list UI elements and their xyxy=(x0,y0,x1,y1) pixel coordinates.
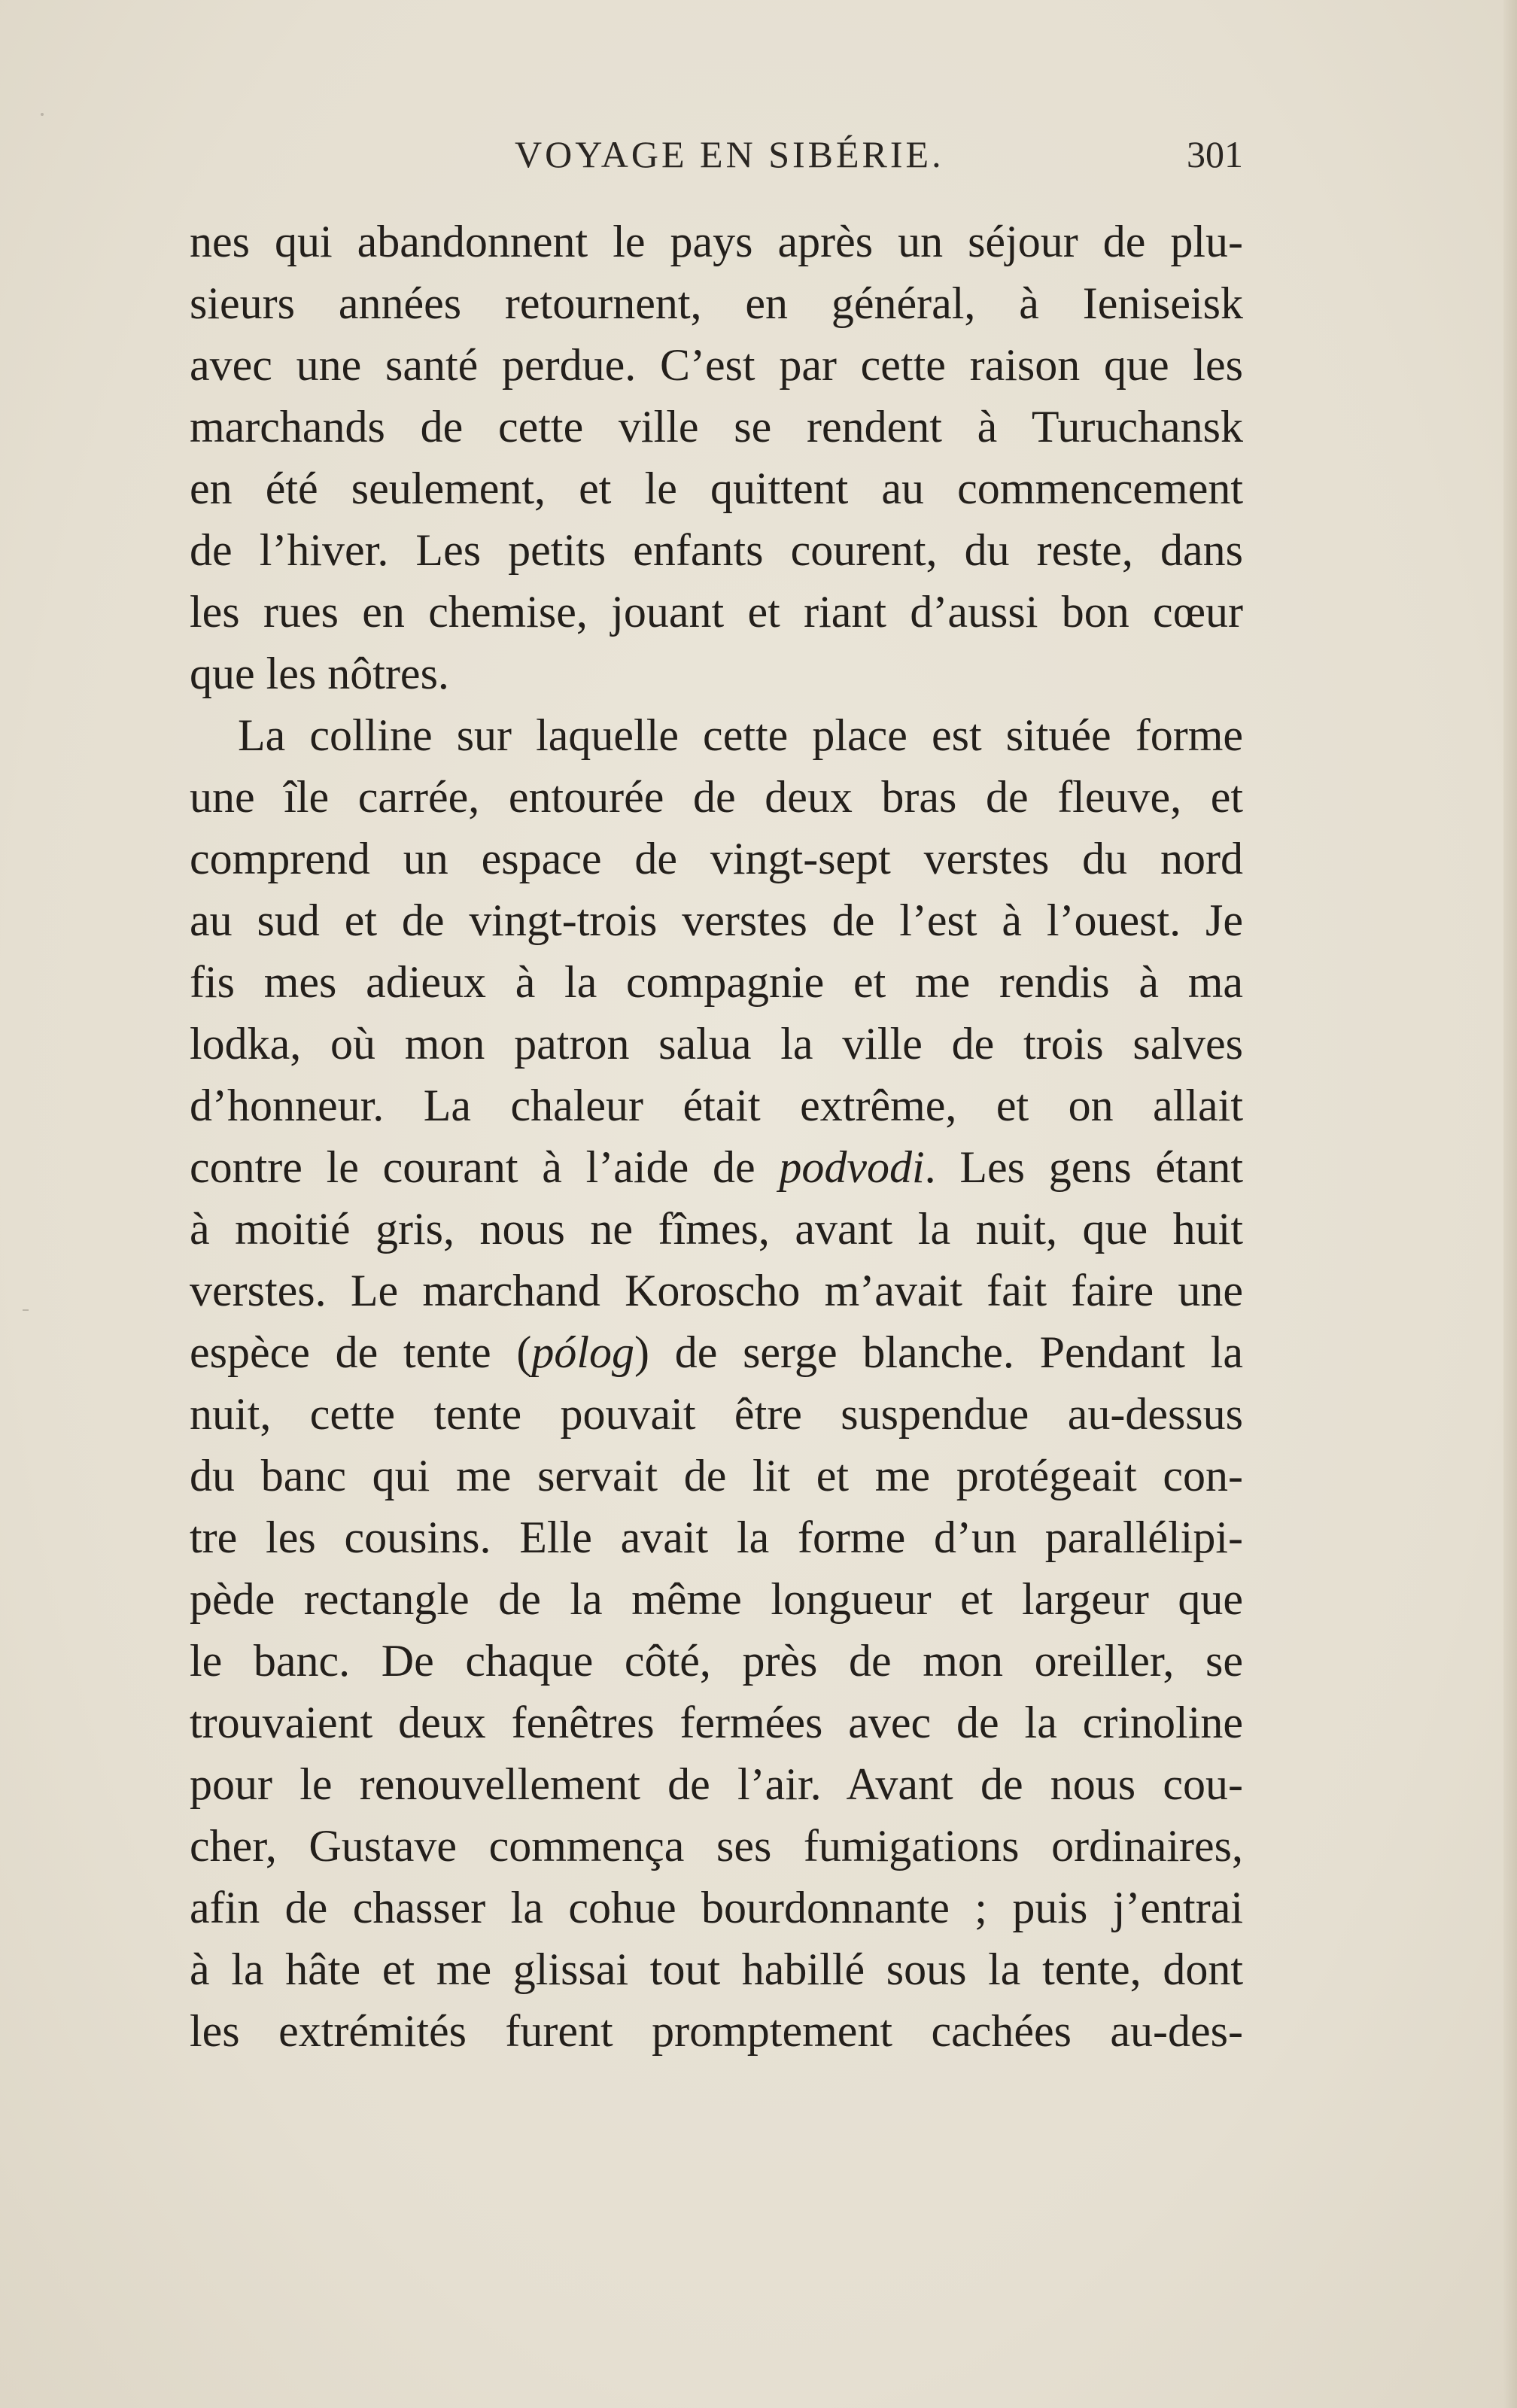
text-line: nuit, cette tente pouvait être suspendue au-dessus xyxy=(190,1389,1243,1439)
text-line: les extrémités furent promptement cachées au-des- xyxy=(190,2006,1243,2056)
text-line: afin de chasser la cohue bourdonnante ; puis j’entrai xyxy=(190,1883,1243,1932)
text-line: cher, Gustave commença ses fumigations ordinaires, xyxy=(190,1821,1243,1871)
text-line: tre les cousins. Elle avait la forme d’un parallélipi- xyxy=(190,1513,1243,1562)
paragraph-2 xyxy=(190,704,1243,2062)
paper-speck xyxy=(23,1309,29,1311)
text-line: à moitié gris, nous ne fîmes, avant la nuit, que huit xyxy=(190,1204,1243,1254)
text-line: comprend un espace de vingt-sept verstes du nord xyxy=(190,834,1243,883)
text-line: au sud et de vingt-trois verstes de l’est à l’ouest. Je xyxy=(190,895,1243,945)
page-edge-shadow xyxy=(1503,0,1517,2408)
running-title: VOYAGE EN SIBÉRIE. xyxy=(515,133,944,175)
text-line: du banc qui me servait de lit et me protégeait con- xyxy=(190,1451,1243,1500)
text-line: en été seulement, et le quittent au commencement xyxy=(190,464,1243,513)
running-header xyxy=(190,126,1243,187)
text-line: d’honneur. La chaleur était extrême, et on allait xyxy=(190,1081,1243,1130)
text-line: de l’hiver. Les petits enfants courent, du reste, dans xyxy=(190,525,1243,575)
paragraph-1 xyxy=(190,211,1243,704)
text-line: avec une santé perdue. C’est par cette raison que les xyxy=(190,340,1243,390)
text-line: fis mes adieux à la compagnie et me rendis à ma xyxy=(190,957,1243,1007)
text-line: espèce de tente (pólog) de serge blanche. Pendant la xyxy=(190,1327,1243,1377)
text-line: que les nôtres. xyxy=(190,649,449,698)
text-line: à la hâte et me glissai tout habillé sous la tente, dont xyxy=(190,1944,1243,1994)
body-text xyxy=(190,211,1243,2062)
text-line: pour le renouvellement de l’air. Avant de nous cou- xyxy=(190,1759,1243,1809)
text-line: marchands de cette ville se rendent à Turuchansk xyxy=(190,402,1243,451)
page-number: 301 xyxy=(1187,133,1243,175)
text-line: contre le courant à l’aide de podvodi. Les gens étant xyxy=(190,1142,1243,1192)
text-line: La colline sur laquelle cette place est située forme xyxy=(238,710,1243,760)
text-line: lodka, où mon patron salua la ville de trois salves xyxy=(190,1019,1243,1069)
text-line: nes qui abandonnent le pays après un séjour de plu- xyxy=(190,217,1243,266)
text-line: le banc. De chaque côté, près de mon oreiller, se xyxy=(190,1636,1243,1686)
text-line: sieurs années retournent, en général, à Ieniseisk xyxy=(190,278,1243,328)
paper-speck xyxy=(41,113,44,116)
text-line: verstes. Le marchand Koroscho m’avait fait faire une xyxy=(190,1266,1243,1315)
text-line: pède rectangle de la même longueur et largeur que xyxy=(190,1574,1243,1624)
text-line: une île carrée, entourée de deux bras de fleuve, et xyxy=(190,772,1243,822)
text-line: trouvaient deux fenêtres fermées avec de la crinoline xyxy=(190,1698,1243,1747)
text-line: les rues en chemise, jouant et riant d’aussi bon cœur xyxy=(190,587,1243,637)
